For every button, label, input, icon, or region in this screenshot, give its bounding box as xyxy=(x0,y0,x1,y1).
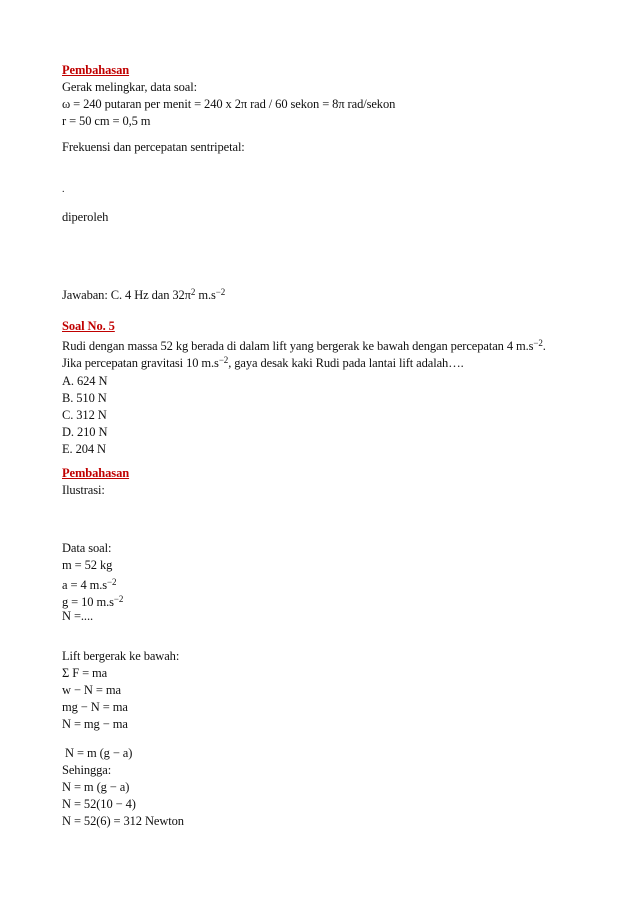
ilustrasi-text: Ilustrasi: xyxy=(62,483,105,497)
text-line: ω = 240 putaran per menit = 240 x 2π rad / 60 sekon = 8π rad/sekon xyxy=(62,97,396,111)
lift-line: w − N = ma xyxy=(62,683,121,697)
gravity-sup: −2 xyxy=(113,594,124,604)
q-line1-main: Rudi dengan massa 52 kg berada di dalam lift yang bergerak ke bawah dengan percepatan 4 m.s xyxy=(62,339,534,353)
answer-line xyxy=(62,284,225,303)
lift-line: N = mg − ma xyxy=(62,717,128,731)
answer-sup: 2 xyxy=(190,287,196,297)
pembahasan-heading-1: Pembahasan xyxy=(62,63,130,77)
dot-mark: . xyxy=(62,184,65,195)
q-line2-end: , gaya desak kaki Rudi pada lantai lift adalah…. xyxy=(228,356,464,370)
question-5-heading: Soal No. 5 xyxy=(62,319,115,333)
option-d: D. 210 N xyxy=(62,425,108,439)
diperoleh-text: diperoleh xyxy=(62,210,109,224)
normal-force-line: N =.... xyxy=(62,609,94,623)
q-line1-sup: −2 xyxy=(533,338,543,348)
option-c: C. 312 N xyxy=(62,408,107,422)
answer-mid: m.s xyxy=(195,288,216,302)
option-a: A. 624 N xyxy=(62,374,108,388)
final-line: N = m (g − a) xyxy=(62,746,133,760)
q-line2-main: Jika percepatan gravitasi 10 m.s xyxy=(62,356,219,370)
lift-line: Σ F = ma xyxy=(62,666,108,680)
answer-prefix: Jawaban: C. 4 Hz dan 32π xyxy=(62,288,191,302)
text-line: r = 50 cm = 0,5 m xyxy=(62,114,151,128)
final-line: N = 52(6) = 312 Newton xyxy=(62,814,184,828)
gravity-main: g = 10 m.s xyxy=(62,595,114,609)
pembahasan-heading-2: Pembahasan xyxy=(62,466,130,480)
q-line1-end: . xyxy=(542,339,546,353)
q-line2-sup: −2 xyxy=(218,355,229,365)
accel-sup: −2 xyxy=(107,577,117,587)
lift-line: mg − N = ma xyxy=(62,700,128,714)
accel-main: a = 4 m.s xyxy=(62,578,108,592)
final-line: N = m (g − a) xyxy=(62,780,130,794)
mass-line: m = 52 kg xyxy=(62,558,113,572)
lift-line: Lift bergerak ke bawah: xyxy=(62,649,180,663)
answer-sup2: −2 xyxy=(215,287,226,297)
option-e: E. 204 N xyxy=(62,442,106,456)
data-soal-text: Data soal: xyxy=(62,541,112,555)
option-b: B. 510 N xyxy=(62,391,107,405)
question-line-2 xyxy=(62,352,464,371)
final-line: N = 52(10 − 4) xyxy=(62,797,136,811)
text-line: Gerak melingkar, data soal: xyxy=(62,80,197,94)
final-line: Sehingga: xyxy=(62,763,112,777)
text-line: Frekuensi dan percepatan sentripetal: xyxy=(62,140,245,154)
